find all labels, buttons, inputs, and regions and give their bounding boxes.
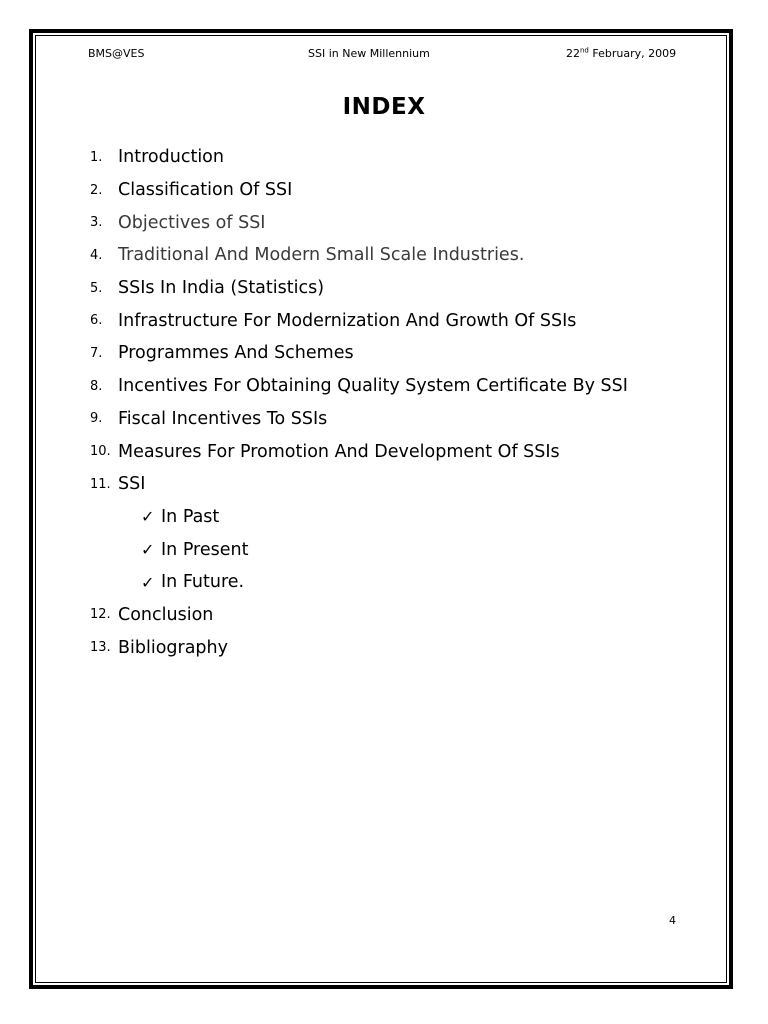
toc-item-number: 4. bbox=[90, 247, 103, 263]
header-left-text: BMS@VES bbox=[88, 47, 145, 60]
toc-subitem-label: In Past bbox=[161, 506, 220, 527]
toc-subitem bbox=[90, 566, 628, 599]
checkmark-icon: ✓ bbox=[141, 507, 155, 527]
toc-item-label: Traditional And Modern Small Scale Industries. bbox=[118, 245, 525, 266]
toc-item-number: 1. bbox=[90, 149, 103, 165]
table-of-contents bbox=[90, 141, 628, 664]
toc-item bbox=[90, 206, 628, 239]
toc-item bbox=[90, 337, 628, 370]
toc-item-number: 13. bbox=[90, 640, 111, 656]
toc-item-label: Introduction bbox=[118, 147, 224, 168]
toc-item bbox=[90, 370, 628, 403]
page-number: 4 bbox=[669, 914, 676, 927]
toc-item bbox=[90, 239, 628, 272]
toc-item bbox=[90, 599, 628, 632]
toc-item bbox=[90, 141, 628, 174]
toc-item bbox=[90, 468, 628, 501]
toc-item-number: 7. bbox=[90, 345, 103, 361]
toc-subitem-label: In Future. bbox=[161, 572, 245, 593]
toc-item-label: Incentives For Obtaining Quality System Certificate By SSI bbox=[118, 376, 628, 397]
toc-item-label: SSI bbox=[118, 474, 146, 495]
toc-item-number: 3. bbox=[90, 215, 103, 231]
toc-item-number: 9. bbox=[90, 411, 103, 427]
toc-item-label: SSIs In India (Statistics) bbox=[118, 278, 325, 299]
checkmark-icon: ✓ bbox=[141, 540, 155, 560]
toc-item bbox=[90, 304, 628, 337]
toc-subitem-label: In Present bbox=[161, 539, 249, 560]
header-center-text: SSI in New Millennium bbox=[308, 47, 430, 60]
toc-item-label: Programmes And Schemes bbox=[118, 343, 354, 364]
toc-item bbox=[90, 631, 628, 664]
header-date bbox=[566, 47, 676, 60]
checkmark-icon: ✓ bbox=[141, 572, 155, 592]
header-date-suffix: nd bbox=[580, 46, 589, 55]
toc-subitem bbox=[90, 533, 628, 566]
toc-item-label: Objectives of SSI bbox=[118, 212, 266, 233]
toc-item-label: Measures For Promotion And Development Of SSIs bbox=[118, 441, 560, 462]
toc-item-number: 2. bbox=[90, 182, 103, 198]
toc-item-number: 11. bbox=[90, 476, 111, 492]
toc-subitem bbox=[90, 501, 628, 534]
toc-item-label: Classification Of SSI bbox=[118, 180, 293, 201]
page-title: INDEX bbox=[342, 94, 426, 120]
toc-item bbox=[90, 435, 628, 468]
toc-item bbox=[90, 272, 628, 305]
header-date-day: 22 bbox=[566, 47, 580, 60]
toc-item-number: 8. bbox=[90, 378, 103, 394]
toc-item-label: Infrastructure For Modernization And Growth Of SSIs bbox=[118, 310, 577, 331]
toc-item bbox=[90, 403, 628, 436]
toc-item-label: Fiscal Incentives To SSIs bbox=[118, 408, 328, 429]
toc-item-number: 10. bbox=[90, 444, 111, 460]
toc-item-number: 5. bbox=[90, 280, 103, 296]
header-date-rest: February, 2009 bbox=[588, 47, 677, 60]
toc-item-number: 6. bbox=[90, 313, 103, 329]
toc-item-number: 12. bbox=[90, 607, 111, 623]
toc-item-label: Conclusion bbox=[118, 604, 214, 625]
toc-item-label: Bibliography bbox=[118, 637, 228, 658]
toc-item bbox=[90, 174, 628, 207]
